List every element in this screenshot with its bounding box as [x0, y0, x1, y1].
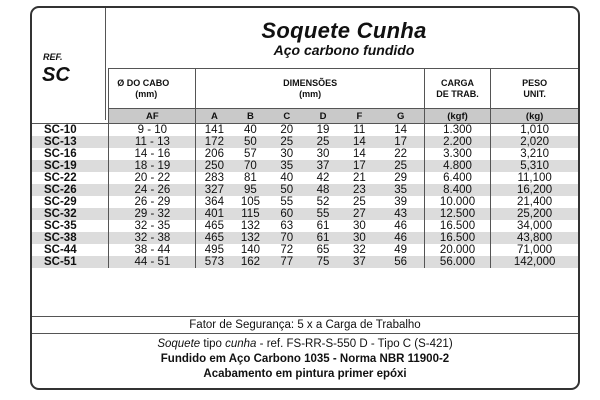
- footer-line-2: Fundido em Aço Carbono 1035 - Norma NBR 11900-2: [160, 353, 450, 365]
- subheader-cell: (kgf): [424, 109, 490, 124]
- table-row: [32, 160, 578, 172]
- page-subtitle: Aço carbono fundido: [273, 42, 415, 58]
- spec-table-body: [32, 124, 578, 269]
- table-cell: 20 - 22: [109, 172, 196, 184]
- table-cell: 70: [232, 160, 268, 172]
- table-cell: 6.400: [424, 172, 490, 184]
- table-cell: 49: [394, 244, 408, 256]
- table-cell: 4.800: [424, 160, 490, 172]
- table-cell: 8.400: [424, 184, 490, 196]
- row-ref-cell: SC-35: [44, 220, 77, 232]
- table-cell: 1,010: [491, 124, 578, 137]
- table-cell: 29 - 32: [109, 208, 196, 220]
- table-cell: 71,000: [491, 244, 578, 256]
- table-cell: 132: [240, 220, 261, 232]
- subheader-blank: [32, 109, 109, 124]
- table-cell: 465: [196, 220, 232, 232]
- page-title: Soquete Cunha: [261, 18, 427, 43]
- table-cell: 14: [394, 124, 408, 136]
- col-cabo-header: [109, 69, 196, 109]
- safety-note: Fator de Segurança: 5 x a Carga de Trabalho: [32, 316, 578, 334]
- table-cell: 32: [352, 244, 366, 256]
- table-cell: 25,200: [491, 208, 578, 220]
- table-cell: 72: [280, 244, 294, 256]
- col-cabo-unit: (mm): [135, 88, 158, 99]
- table-cell: 2,020: [491, 136, 578, 148]
- table-cell: 50: [269, 184, 305, 196]
- table-cell: 56: [378, 256, 425, 268]
- table-cell: 5,310: [491, 160, 578, 172]
- subheader-cell: D: [305, 109, 341, 124]
- table-cell: 61: [305, 232, 341, 244]
- row-ref-cell: SC-38: [32, 232, 109, 244]
- col-cabo-label: Ø DO CABO: [117, 77, 170, 88]
- table-cell: 25: [352, 196, 366, 208]
- header-row: [32, 69, 578, 109]
- footer-word-tipo: tipo: [200, 338, 226, 350]
- table-cell: 16,200: [491, 184, 578, 196]
- table-cell: 35: [269, 160, 305, 172]
- table-cell: 206: [196, 148, 232, 160]
- table-row: [32, 136, 578, 148]
- table-cell: 75: [305, 256, 341, 268]
- table-cell: 14: [352, 148, 366, 160]
- table-cell: 14: [341, 136, 377, 148]
- spec-table: [32, 68, 578, 268]
- table-cell: 22: [394, 148, 408, 160]
- row-ref-cell: SC-13: [32, 136, 109, 148]
- table-cell: 35: [378, 184, 425, 196]
- table-cell: 39: [394, 196, 408, 208]
- table-row: [32, 220, 578, 232]
- subheader-cell: C: [269, 109, 305, 124]
- table-cell: 55: [305, 208, 341, 220]
- table-cell: 43: [378, 208, 425, 220]
- table-cell: 26 - 29: [109, 196, 196, 208]
- table-cell: 3,210: [491, 148, 578, 160]
- spec-card: [30, 6, 580, 390]
- table-row: [32, 124, 578, 137]
- table-cell: 95: [232, 184, 268, 196]
- table-cell: 81: [244, 172, 257, 184]
- table-cell: 115: [232, 208, 268, 220]
- table-cell: 18 - 19: [109, 160, 196, 172]
- footer-word-soquete: Soquete: [157, 338, 201, 350]
- table-cell: 60: [269, 208, 305, 220]
- table-cell: 38 - 44: [109, 244, 196, 256]
- table-cell: 42: [316, 172, 330, 184]
- table-cell: 1.300: [424, 124, 490, 137]
- table-cell: 465: [196, 232, 232, 244]
- table-cell: 250: [196, 160, 232, 172]
- table-cell: 77: [269, 256, 305, 268]
- ref-code: SC: [42, 64, 70, 86]
- subheader-cell: F: [341, 109, 377, 124]
- table-cell: 327: [196, 184, 232, 196]
- table-cell: 21: [352, 172, 366, 184]
- table-row: [32, 184, 578, 196]
- table-cell: 46: [394, 220, 408, 232]
- table-cell: 25: [269, 136, 305, 148]
- table-row: [32, 172, 578, 184]
- row-ref-cell: SC-29: [44, 196, 77, 208]
- table-cell: 132: [232, 232, 268, 244]
- table-cell: 11,100: [491, 172, 578, 184]
- table-row: [32, 244, 578, 256]
- table-cell: 364: [196, 196, 232, 208]
- table-cell: 56.000: [424, 256, 490, 268]
- table-cell: 162: [232, 256, 268, 268]
- subheader-cell: A: [196, 109, 232, 124]
- col-carga-label: CARGA: [441, 77, 475, 88]
- table-cell: 32 - 38: [109, 232, 196, 244]
- table-cell: 57: [244, 148, 257, 160]
- table-cell: 17: [378, 136, 425, 148]
- table-cell: 44 - 51: [109, 256, 196, 268]
- table-cell: 495: [196, 244, 232, 256]
- footer-ref: - ref. FS-RR-S-550 D - Tipo C (S-421): [256, 338, 453, 350]
- table-cell: 30: [352, 220, 366, 232]
- subheader-cell: G: [378, 109, 425, 124]
- table-cell: 29: [394, 172, 408, 184]
- table-cell: 12.500: [424, 208, 490, 220]
- table-cell: 17: [341, 160, 377, 172]
- table-cell: 20.000: [424, 244, 490, 256]
- table-cell: 40: [244, 124, 257, 136]
- table-cell: 63: [280, 220, 294, 232]
- table-cell: 46: [378, 232, 425, 244]
- table-cell: 19: [316, 124, 330, 136]
- table-row: [32, 196, 578, 208]
- table-cell: 283: [196, 172, 232, 184]
- table-cell: 70: [269, 232, 305, 244]
- table-cell: 30: [316, 148, 330, 160]
- table-cell: 14 - 16: [109, 148, 196, 160]
- table-cell: 30: [280, 148, 294, 160]
- table-cell: 573: [196, 256, 232, 268]
- table-cell: 11: [353, 124, 366, 136]
- table-cell: 48: [305, 184, 341, 196]
- table-cell: 52: [316, 196, 330, 208]
- row-ref-cell: SC-26: [32, 184, 109, 196]
- table-row: [32, 148, 578, 160]
- table-cell: 32 - 35: [109, 220, 196, 232]
- table-cell: 141: [196, 124, 232, 137]
- row-ref-cell: SC-44: [44, 244, 77, 256]
- subheader-row: [32, 109, 578, 124]
- col-dimensoes-label: DIMENSÕES: [283, 77, 338, 88]
- col-carga-sub: DE TRAB.: [436, 88, 479, 99]
- row-ref-cell: SC-10: [44, 124, 77, 136]
- table-cell: 40: [280, 172, 294, 184]
- row-ref-cell: SC-16: [44, 148, 77, 160]
- table-cell: 172: [196, 136, 232, 148]
- table-cell: 3.300: [424, 148, 490, 160]
- header-blank: [32, 69, 109, 109]
- subheader-cell: AF: [109, 109, 196, 124]
- col-dimensoes-header: [196, 69, 424, 109]
- table-cell: 37: [305, 160, 341, 172]
- subheader-cell: (kg): [491, 109, 578, 124]
- table-cell: 37: [341, 256, 377, 268]
- table-row: [32, 256, 578, 268]
- table-cell: 9 - 10: [109, 124, 196, 137]
- col-peso-label: PESO: [522, 77, 548, 88]
- ref-label: REF.: [43, 52, 63, 62]
- footer-line-1: [32, 338, 578, 350]
- table-cell: 11 - 13: [109, 136, 196, 148]
- table-cell: 34,000: [491, 220, 578, 232]
- table-cell: 105: [240, 196, 261, 208]
- table-cell: 55: [280, 196, 294, 208]
- table-row: [32, 232, 578, 244]
- subheader-cell: B: [232, 109, 268, 124]
- table-cell: 142,000: [491, 256, 578, 268]
- table-cell: 24 - 26: [109, 184, 196, 196]
- col-peso-header: [491, 69, 578, 109]
- footer-word-cunha: cunha: [225, 338, 257, 350]
- table-cell: 23: [341, 184, 377, 196]
- table-cell: 10.000: [424, 196, 490, 208]
- table-row: [32, 208, 578, 220]
- table-cell: 25: [305, 136, 341, 148]
- table-cell: 43,800: [491, 232, 578, 244]
- row-ref-cell: SC-51: [32, 256, 109, 268]
- table-cell: 16.500: [424, 232, 490, 244]
- table-cell: 21,400: [491, 196, 578, 208]
- table-cell: 30: [341, 232, 377, 244]
- col-carga-header: [424, 69, 490, 109]
- table-cell: 20: [280, 124, 294, 136]
- col-peso-sub: UNIT.: [523, 88, 546, 99]
- table-cell: 27: [341, 208, 377, 220]
- table-cell: 16.500: [424, 220, 490, 232]
- row-ref-cell: SC-19: [32, 160, 109, 172]
- table-cell: 61: [316, 220, 330, 232]
- table-cell: 25: [378, 160, 425, 172]
- table-cell: 401: [196, 208, 232, 220]
- table-cell: 50: [232, 136, 268, 148]
- table-cell: 140: [240, 244, 261, 256]
- row-ref-cell: SC-32: [32, 208, 109, 220]
- table-cell: 65: [316, 244, 330, 256]
- footer-line-3: Acabamento em pintura primer epóxi: [203, 368, 407, 380]
- col-dimensoes-unit: (mm): [299, 88, 322, 99]
- table-cell: 2.200: [424, 136, 490, 148]
- row-ref-cell: SC-22: [44, 172, 77, 184]
